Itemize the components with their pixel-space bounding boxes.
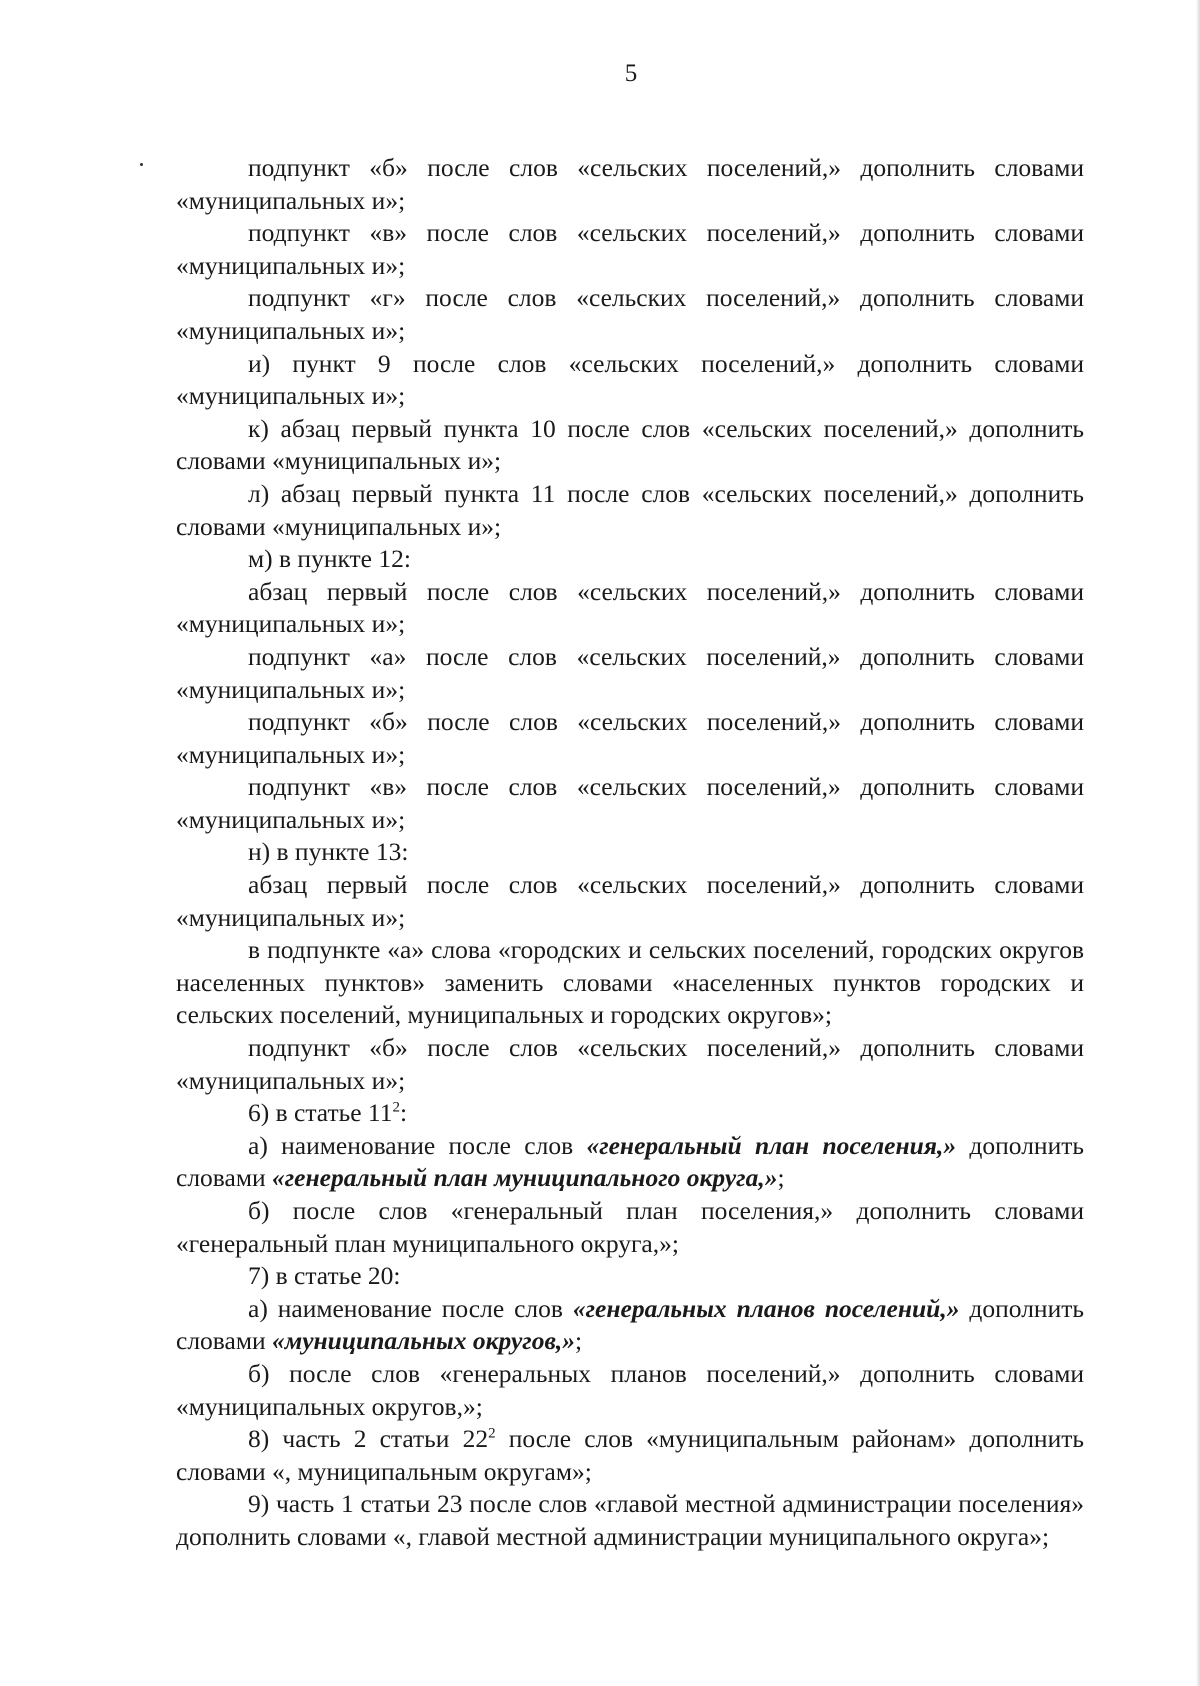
- text-run: ;: [574, 1326, 583, 1356]
- page-number: 5: [624, 60, 638, 87]
- text-run: в подпункте «а» слова «городских и сельских поселений, городских округов населенных пунктов» заменить словами «населенных пунктов городских и сельских поселений, муниципальных и городских округов»;: [176, 935, 1084, 1030]
- text-run: подпункт «в» после слов «сельских поселений,» дополнить словами «муниципальных и»;: [176, 772, 1084, 834]
- document-body: [176, 152, 1084, 1554]
- paragraph: [176, 706, 1084, 771]
- text-run: подпункт «б» после слов «сельских поселений,» дополнить словами «муниципальных и»;: [176, 1033, 1084, 1095]
- text-run: н) в пункте 13:: [248, 837, 409, 867]
- text-run: 9) часть 1 статьи 23 после слов «главой местной администрации поселения» дополнить словами «, главой местной администрации муниципального округа»;: [176, 1489, 1084, 1551]
- paragraph: [176, 217, 1084, 282]
- paragraph: [176, 934, 1084, 1032]
- text-run: абзац первый после слов «сельских поселений,» дополнить словами «муниципальных и»;: [176, 870, 1084, 932]
- paragraph: [176, 1488, 1084, 1553]
- scan-edge: [1196, 0, 1200, 1686]
- paragraph: [176, 413, 1084, 478]
- text-run: подпункт «г» после слов «сельских поселений,» дополнить словами «муниципальных и»;: [176, 283, 1084, 345]
- paragraph: [176, 1032, 1084, 1097]
- paragraph: [176, 1358, 1084, 1423]
- paragraph: [176, 543, 1084, 576]
- paragraph: [176, 152, 1084, 217]
- paragraph: [176, 1423, 1084, 1488]
- text-run: подпункт «б» после слов «сельских поселений,» дополнить словами «муниципальных и»;: [176, 153, 1084, 215]
- text-run: и) пункт 9 после слов «сельских поселений,» дополнить словами «муниципальных и»;: [176, 348, 1084, 411]
- emphasized-text: «муниципальных округов,»: [271, 1326, 575, 1356]
- superscript: 2: [392, 1099, 400, 1116]
- text-run: 8) часть 2 статьи 22: [248, 1424, 489, 1454]
- paragraph: [176, 1293, 1084, 1358]
- text-run: 6) в статье 11: [248, 1098, 393, 1128]
- emphasized-text: «генеральный план поселения,»: [586, 1130, 957, 1160]
- paragraph: [176, 282, 1084, 347]
- paragraph: [176, 771, 1084, 836]
- text-run: подпункт «б» после слов «сельских поселений,» дополнить словами «муниципальных и»;: [176, 707, 1084, 769]
- paragraph: [176, 1097, 1084, 1130]
- text-run: подпункт «а» после слов «сельских поселений,» дополнить словами «муниципальных и»;: [176, 641, 1084, 704]
- text-run: подпункт «в» после слов «сельских поселений,» дополнить словами «муниципальных и»;: [176, 218, 1084, 280]
- paragraph: [176, 836, 1084, 869]
- paragraph: [176, 1260, 1084, 1293]
- text-run: м) в пункте 12:: [248, 544, 411, 574]
- text-run: л) абзац первый пункта 11 после слов «сельских поселений,» дополнить словами «муниципальных и»;: [176, 478, 1084, 541]
- text-run: б) после слов «генеральный план поселения,» дополнить словами «генеральный план муниципального округа,»;: [176, 1196, 1084, 1258]
- paragraph: [176, 348, 1084, 413]
- text-run: дополнить словами: [176, 1130, 1084, 1193]
- superscript: 2: [488, 1425, 496, 1442]
- text-run: б) после слов «генеральных планов поселений,» дополнить словами «муниципальных округов,»;: [176, 1358, 1084, 1421]
- text-run: а) наименование после слов: [248, 1293, 573, 1323]
- paragraph: [176, 1130, 1084, 1195]
- paragraph: [176, 478, 1084, 543]
- text-run: абзац первый после слов «сельских поселений,» дополнить словами «муниципальных и»;: [176, 576, 1084, 639]
- text-run: дополнить словами: [176, 1293, 1084, 1356]
- scan-speck: [140, 163, 143, 166]
- emphasized-text: «генеральных планов поселений,»: [572, 1293, 960, 1323]
- text-run: после слов «муниципальным районам» дополнить словами «, муниципальным округам»;: [176, 1424, 1084, 1486]
- paragraph: [176, 869, 1084, 934]
- text-run: ;: [777, 1163, 785, 1193]
- text-run: к) абзац первый пункта 10 после слов «сельских поселений,» дополнить словами «муниципальных и»;: [176, 413, 1084, 476]
- text-run: а) наименование после слов: [248, 1130, 587, 1160]
- paragraph: [176, 1195, 1084, 1260]
- text-run: 7) в статье 20:: [248, 1261, 401, 1291]
- text-run: :: [399, 1098, 408, 1128]
- paragraph: [176, 641, 1084, 706]
- paragraph: [176, 576, 1084, 641]
- emphasized-text: «генеральный план муниципального округа,»: [271, 1163, 778, 1193]
